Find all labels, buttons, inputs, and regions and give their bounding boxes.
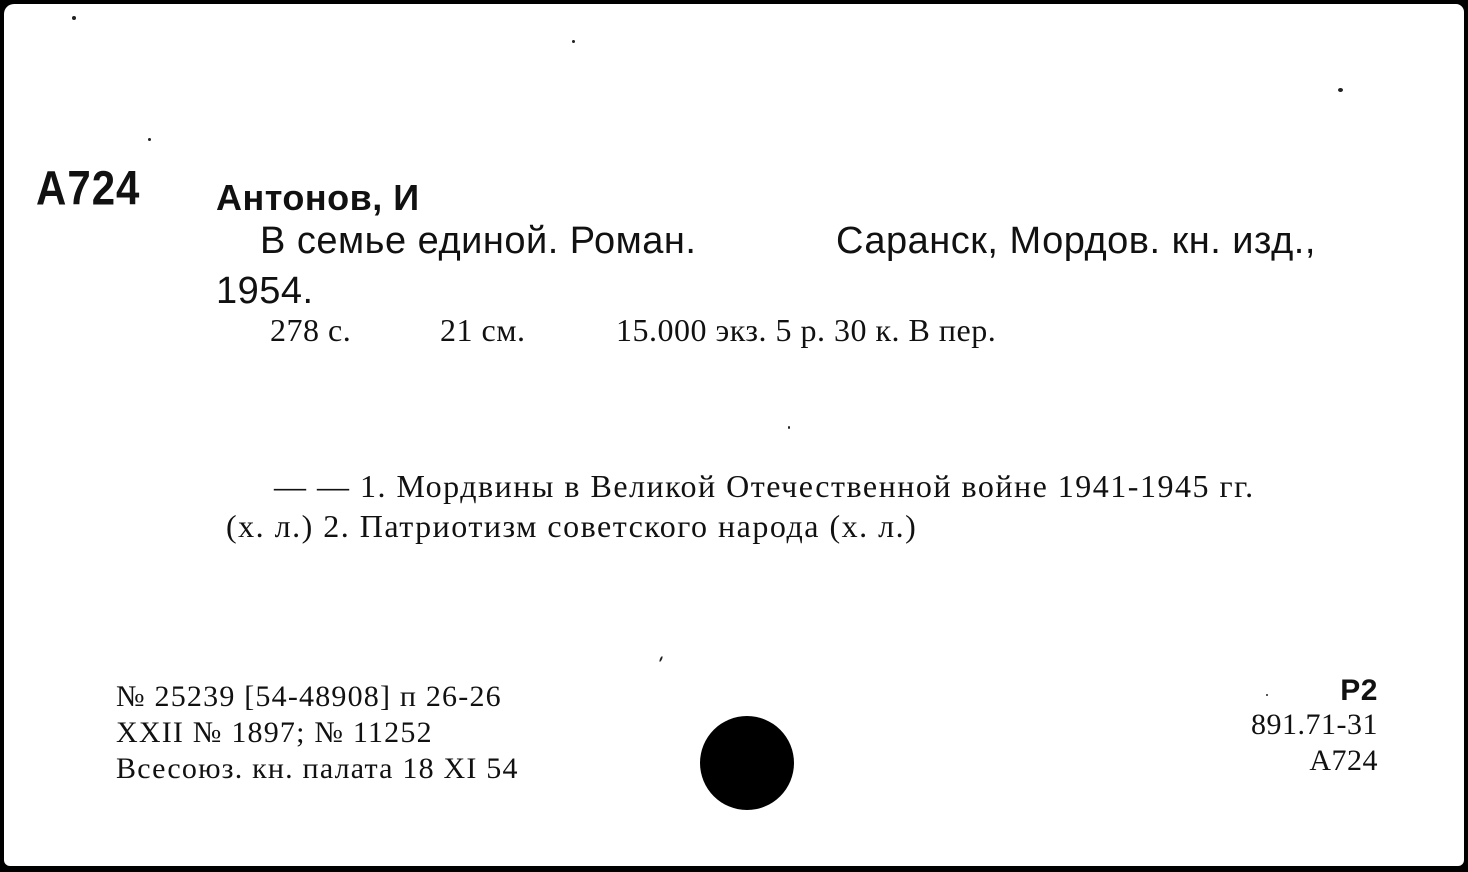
catalog-card	[4, 4, 1464, 866]
ink-speck	[659, 656, 663, 662]
ink-speck	[72, 16, 76, 20]
page-count: 278 с.	[270, 312, 352, 348]
publication-info: Саранск, Мордов. кн. изд.,	[836, 220, 1316, 262]
registry-line-1: № 25239 [54-48908] п 26-26	[116, 680, 502, 713]
author-heading: Антонов, И	[216, 177, 420, 218]
ink-speck	[572, 40, 575, 43]
ink-speck	[788, 426, 790, 429]
book-size: 21 см.	[440, 312, 526, 348]
copies-price: 15.000 экз. 5 р. 30 к. В пер.	[616, 312, 997, 348]
udc-number: 891.71-31	[1251, 708, 1378, 741]
subject-line-2: (х. л.) 2. Патриотизм советского народа (х. л.)	[226, 508, 918, 544]
registry-line-3: Всесоюз. кн. палата 18 XI 54	[116, 752, 519, 785]
subject-line-1: — — 1. Мордвины в Великой Отечественной войне 1941-1945 гг.	[274, 468, 1255, 504]
publication-year: 1954.	[216, 270, 314, 312]
ink-speck	[1338, 88, 1343, 92]
book-title: В семье единой. Роман.	[260, 220, 697, 262]
classification-code: Р2	[1340, 674, 1378, 707]
punch-hole	[700, 716, 794, 810]
ink-speck	[1266, 694, 1268, 696]
handwritten-call-number: A724	[36, 160, 141, 215]
ink-speck	[148, 138, 151, 141]
call-number: А724	[1309, 744, 1378, 777]
registry-line-2: XXII № 1897; № 11252	[116, 716, 433, 749]
